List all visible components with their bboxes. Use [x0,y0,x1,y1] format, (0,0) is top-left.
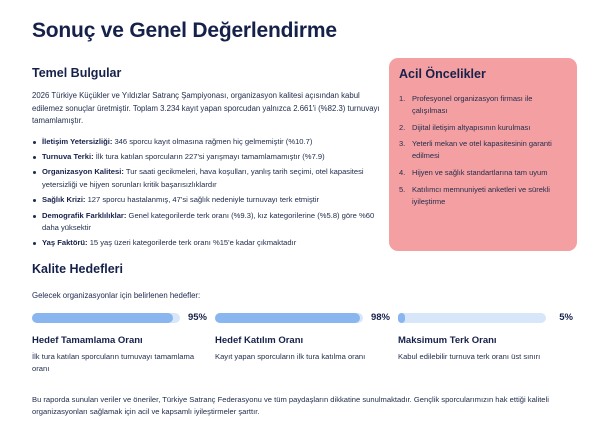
quality-goals-section [32,262,577,374]
key-findings-intro: 2026 Türkiye Küçükler ve Yıldızlar Satranç Şampiyonası, organizasyon kalitesi açısından kabul edilemez sonuçlar üretmiştir. Toplam 3.234 kayıt yapan sporcudan yalnızca 2.661'i (%82.3) turnuvayı tamamlamıştır. [32,91,380,126]
priority-item [399,122,567,134]
finding-label: Organizasyon Kalitesi: [42,167,124,177]
quality-goals-heading: Kalite Hedefleri [32,262,124,276]
closing-paragraph: Bu raporda sunulan veriler ve öneriler, Türkiye Satranç Federasyonu ve tüm paydaşların dikkatine sunulmaktadır. Gençlik sporcularımızın hak ettiği kaliteli organizasyonları sağlamak için acil ve kapsamlı iyileştirmeler şarttır. [32,394,549,416]
goal-description: İlk tura katılan sporcuların turnuvayı tamamlama oranı [32,352,195,374]
finding-label: Demografik Farklılıklar: [42,210,127,220]
urgent-priorities-card [389,58,577,251]
priority-number: 2. [399,122,406,132]
finding-text: 15 yaş üzeri kategorilerde terk oranı %15'e kadar çıkmaktadır [87,238,297,248]
progress-percent: 98% [370,312,390,323]
priority-item [399,184,567,208]
priority-text: Yeterli mekan ve otel kapasitesinin garanti edilmesi [412,139,552,161]
progress-bar [398,313,546,323]
progress-bar-fill [215,313,360,323]
priority-text: Hijyen ve sağlık standartlarına tam uyum [412,167,548,177]
finding-label: Yaş Faktörü: [42,238,88,248]
finding-text: 127 sporcu hastalanmış, 47'si sağlık nedeniyle turnuvayı terk etmiştir [85,195,320,205]
key-findings-section [32,66,384,253]
goal-title: Hedef Katılım Oranı [215,335,304,346]
priority-number: 5. [399,184,406,194]
priority-number: 4. [399,167,406,177]
goal-title: Maksimum Terk Oranı [398,335,497,346]
finding-label: İletişim Yetersizliği: [42,136,113,146]
priority-item [399,93,567,117]
urgent-priorities-heading: Acil Öncelikler [399,67,486,81]
finding-item [32,237,384,249]
finding-label: Sağlık Krizi: [42,195,86,205]
priority-number: 1. [399,94,406,103]
finding-item [32,194,384,206]
goal-description: Kabul edilebilir turnuva terk oranı üst sınırı [398,352,541,361]
key-findings-heading: Temel Bulgular [32,66,122,80]
goal-completion-rate [32,312,207,376]
finding-text: Genel kategorilerde terk oranı (%9.3), kız kategorilerine (%5.8) göre %60 daha yüksektir [42,210,375,233]
priority-text: Profesyonel organizasyon firması ile çalışılması [412,94,533,115]
finding-text: Tur saati gecikmeleri, hava koşulları, yanlış tarih seçimi, otel kapasitesi yetersizliği ve hijyen sorunları kritik başarısızlıklardır [42,167,364,189]
priority-item [399,138,567,162]
priority-item [399,167,567,179]
progress-percent: 5% [559,312,573,323]
progress-bar [32,313,180,323]
goal-title: Hedef Tamamlama Oranı [32,335,143,346]
finding-text: İlk tura katılan sporcuların 227'si yarışmayı tamamlamamıştır (%7.9) [93,151,325,161]
finding-text: 346 sporcu kayıt olmasına rağmen hiç gelmemiştir (%10.7) [112,136,313,146]
progress-bar-fill [398,313,405,323]
finding-item [32,166,384,191]
goal-max-dropout-rate [398,312,573,363]
finding-label: Turnuva Terki: [42,151,94,161]
finding-item [32,210,384,235]
urgent-priorities-list [399,93,567,207]
progress-bar [215,313,363,323]
goal-participation-rate [215,312,390,363]
priority-text: Dijital iletişim altyapısının kurulması [412,122,531,132]
goal-description: Kayıt yapan sporcuların ilk tura katılma oranı [215,352,366,361]
page-title: Sonuç ve Genel Değerlendirme [32,19,337,42]
finding-item [32,136,384,148]
finding-item [32,151,384,163]
priority-text: Katılımcı memnuniyeti anketleri ve sürekli iyileştirme [412,184,550,206]
priority-number: 3. [399,139,406,149]
progress-bar-fill [32,313,173,323]
quality-goals-subtitle: Gelecek organizasyonlar için belirlenen hedefler: [32,291,201,300]
findings-list [32,136,384,250]
progress-percent: 95% [187,312,207,323]
